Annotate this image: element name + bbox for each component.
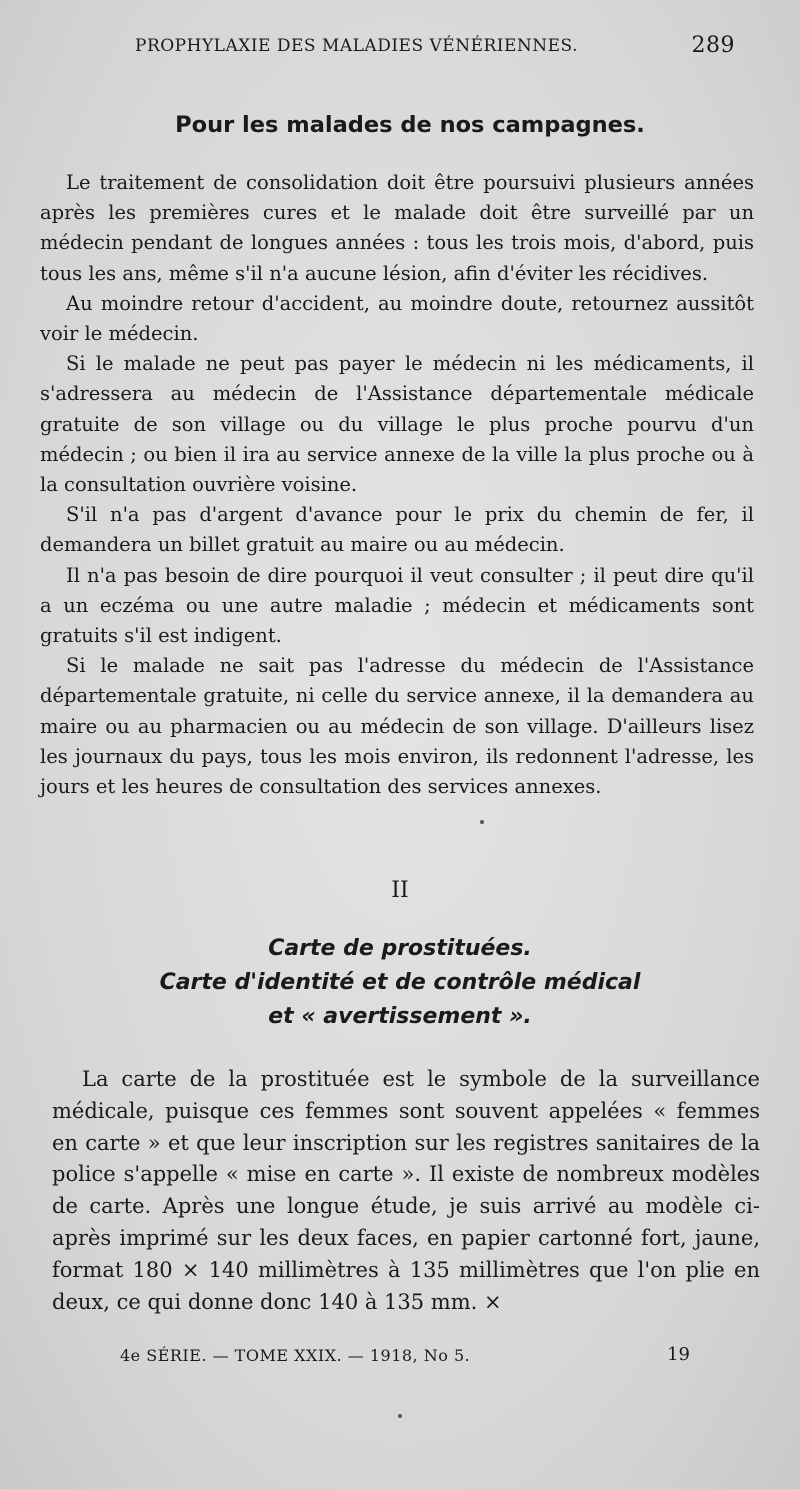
heading-line: Carte de prostituées. bbox=[268, 936, 532, 961]
section-title: Pour les malades de nos campagnes. bbox=[175, 112, 645, 138]
paragraph: S'il n'a pas d'argent d'avance pour le prix du chemin de fer, il demandera un billet gratuit au maire ou au médecin. bbox=[40, 503, 754, 557]
paragraph: Si le malade ne peut pas payer le médecin ni les médicaments, il s'adressera au médecin de l'Assistance départementale médicale gratuite de son village ou du village le plus proche pourvu d'un médecin ; ou bien il ira au service annexe de la ville la plus proche ou à la consultation ouvrière voisine. bbox=[40, 352, 754, 497]
paragraph: Au moindre retour d'accident, au moindre doute, retournez aussitôt voir le médecin. bbox=[40, 291, 754, 346]
series-info: 4e SÉRIE. — TOME XXIX. — 1918, No 5. bbox=[120, 1346, 471, 1365]
heading-line: et « avertissement ». bbox=[268, 1004, 532, 1029]
body-text-2 bbox=[52, 1064, 760, 1318]
heading-line: Carte d'identité et de contrôle médical bbox=[159, 970, 641, 995]
signature-mark: 19 bbox=[667, 1344, 690, 1365]
paragraph: Si le malade ne sait pas l'adresse du médecin de l'Assistance départementale gratuite, ni celle du service annexe, il la demandera au maire ou au pharmacien ou au médecin de son village. D'ailleurs lisez les journaux du pays, tous les mois environ, ils redonnent l'adresse, les jours et les heures de consultation des services annexes. bbox=[40, 654, 754, 799]
chapter-heading bbox=[0, 932, 800, 1034]
ink-speck bbox=[398, 1414, 402, 1418]
page-number: 289 bbox=[691, 33, 735, 58]
ink-speck bbox=[480, 820, 484, 824]
running-head-title: PROPHYLAXIE DES MALADIES VÉNÉRIENNES. bbox=[135, 36, 579, 56]
paragraph: Le traitement de consolidation doit être poursuivi plusieurs années après les premières cures et le malade doit être surveillé par un médecin pendant de longues années : tous les trois mois, d'abord, puis tous les ans, même s'il n'a aucune lésion, afin d'éviter les récidives. bbox=[40, 171, 754, 285]
paragraph: La carte de la prostituée est le symbole de la surveillance médicale, puisque ces femmes sont souvent appelées « femmes en carte » et que leur inscription sur les registres sanitaires de la police s'appelle « mise en carte ». Il existe de nombreux modèles de carte. Après une longue étude, je suis arrivé au modèle ci-après imprimé sur les deux faces, en papier cartonné fort, jaune, format 180 × 140 millimètres à 135 millimètres que l'on plie en deux, ce qui donne donc 140 à 135 mm. × bbox=[52, 1067, 760, 1314]
paragraph: Il n'a pas besoin de dire pourquoi il veut consulter ; il peut dire qu'il a un eczéma ou une autre maladie ; médecin et médicaments sont gratuits s'il est indigent. bbox=[40, 563, 754, 648]
body-text bbox=[40, 168, 754, 802]
chapter-number: II bbox=[391, 878, 409, 903]
